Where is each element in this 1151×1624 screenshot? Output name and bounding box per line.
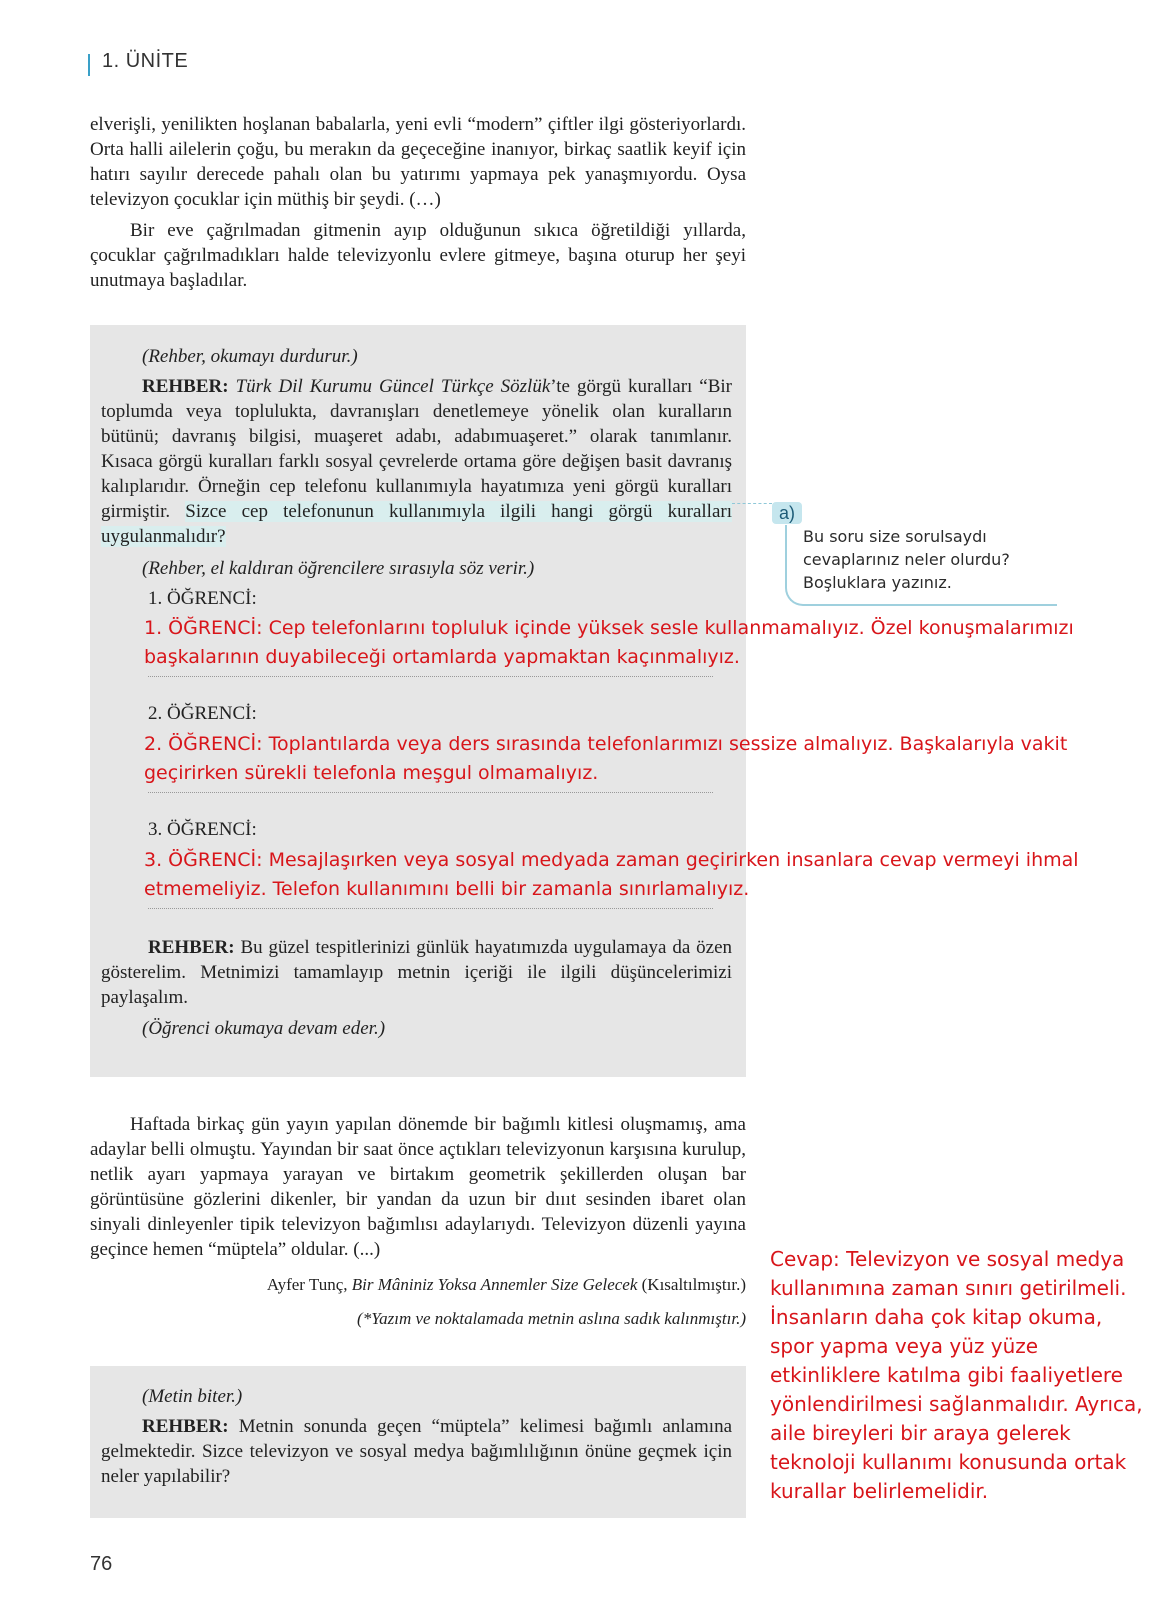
unit-title: 1. ÜNİTE xyxy=(102,50,189,72)
rehber-dialogue-3 xyxy=(101,1414,732,1489)
source-note: (Kısaltılmıştır.) xyxy=(641,1275,746,1294)
source-note-2: (*Yazım ve noktalamada metnin aslına sadık kalınmıştır.) xyxy=(357,1309,746,1328)
side-answer-text: Cevap: Televizyon ve sosyal medya kullanımına zaman sınırı getirilmeli. İnsanların daha çok kitap okuma, spor yapma veya yüz yüze etkinliklere katılma gibi faaliyetlere yönlendirilmesi sağlanmalıdır. Ayrıca, aile bireyleri bir araya gelerek teknoloji kullanımı konusunda ortak kurallar belirlemelidir. xyxy=(770,1247,1143,1503)
answer-line-1 xyxy=(148,676,713,677)
stage-direction-1: (Rehber, okumayı durdurur.) xyxy=(142,346,358,367)
student-3-label: 3. ÖĞRENCİ: xyxy=(148,819,257,840)
rehber-text-1: ’te görgü kuralları “Bir toplumda veya toplulukta, davranışları denetlemeye yönelik olan kuralların bütünü; davranış bilgisi, muaşeret adabı, adabımuaşeret.” olarak tanımlanır. Kısaca görgü kuralları farklı sosyal çevrelerde ortama göre değişen basit davranış kalıplarıdır. Örneğin cep telefonu kullanımıyla hayatımıza yeni görgü kuralları girmiştir. xyxy=(101,376,733,522)
intro-paragraph-2: Bir eve çağrılmadan gitmenin ayıp olduğunun sıkıca öğretildiği yıllarda, çocuklar çağrılmadıkları halde televizyonlu evlere gitmeye, başına oturup her şeyi unutmaya başladılar. xyxy=(90,220,746,291)
source-author: Ayfer Tunç, xyxy=(266,1275,348,1294)
source-title: Bir Mâniniz Yoksa Annemler Size Gelecek xyxy=(351,1275,638,1294)
unit-marker-bar xyxy=(88,54,90,76)
note-connector-line xyxy=(732,503,772,504)
answer-line-3 xyxy=(148,908,713,909)
side-note-text: Bu soru size sorulsaydı cevaplarınız neler olurdu? Boşluklara yazınız. xyxy=(803,527,1010,592)
stage-direction-4: (Metin biter.) xyxy=(142,1386,243,1407)
rehber-label: REHBER: xyxy=(142,376,229,397)
answer-line-2 xyxy=(148,792,713,793)
rehber-text-2: Bu güzel tespitlerinizi günlük hayatımızda uygulamaya da özen gösterelim. Metnimizi tamamlayıp metnin içeriği ile ilgili düşüncelerimizi paylaşalım. xyxy=(101,937,732,1008)
source-citation xyxy=(90,1275,746,1295)
student-2-label: 2. ÖĞRENCİ: xyxy=(148,703,257,724)
side-note-tag: a) xyxy=(772,502,802,524)
rehber-dialogue-2 xyxy=(101,935,732,1010)
dictionary-title: Türk Dil Kurumu Güncel Türkçe Sözlük xyxy=(235,376,551,397)
intro-paragraph-1: elverişli, yenilikten hoşlanan babalarla, yeni evli “modern” çiftler ilgi gösteriyorlardı. Orta halli ailelerin çoğu, bu merakın da geçeceğine inanıyor, birkaç saatlik keyif için hatırı sayılır derecede pahalı olan bu yatırımı yapmaya pek yanaşmıyordu. Oysa televizyon çocuklar için müthiş bir şeydi. (…) xyxy=(90,114,746,210)
student-2-answer: 2. ÖĞRENCİ: Toplantılarda veya ders sırasında telefonlarımızı sessize almalıyız. Başkalarıyla vakit geçirirken sürekli telefonla meşgul olmamalıyız. xyxy=(144,733,1068,784)
student-1-label: 1. ÖĞRENCİ: xyxy=(148,588,257,609)
page-number: 76 xyxy=(90,1553,113,1575)
stage-direction-2: (Rehber, el kaldıran öğrencilere sırasıyla söz verir.) xyxy=(142,558,535,579)
student-3-answer: 3. ÖĞRENCİ: Mesajlaşırken veya sosyal medyada zaman geçirirken insanlara cevap vermeyi ihmal etmemeliyiz. Telefon kullanımını belli bir zamanla sınırlamalıyız. xyxy=(144,849,1079,900)
rehber-dialogue-1 xyxy=(101,374,732,549)
rehber-text-3: Metnin sonunda geçen “müptela” kelimesi bağımlı anlamına gelmektedir. Sizce televizyon ve sosyal medya bağımlılığının önüne geçmek için neler yapılabilir? xyxy=(101,1416,733,1487)
rehber-label-2: REHBER: xyxy=(148,937,235,958)
question-highlight: Sizce cep telefonunun kullanımıyla ilgili hangi görgü kuralları uygulanmalıdır? xyxy=(101,501,733,547)
student-1-answer: 1. ÖĞRENCİ: Cep telefonlarını topluluk içinde yüksek sesle kullanmamalıyız. Özel konuşmalarımızı başkalarının duyabileceği ortamlarda yapmaktan kaçınmalıyız. xyxy=(144,617,1074,668)
text-paragraph-3: Haftada birkaç gün yayın yapılan dönemde bir bağımlı kitlesi oluşmamış, ama adaylar belli olmuştu. Yayından bir saat önce açtıkları televizyonun karşısına kurulup, netlik ayarı yapmaya yarayan ve birtakım geometrik şekillerden oluşan bar görüntüsüne gözlerini dikenler, bir yandan da uzun bir dıııt sesinden ibaret olan sinyali dinleyenler tipik televizyon bağımlısı adaylarıydı. Televizyon düzenli yayına geçince hemen “müptela” oldular. (...) xyxy=(90,1114,746,1260)
rehber-label-3: REHBER: xyxy=(142,1416,229,1437)
stage-direction-3: (Öğrenci okumaya devam eder.) xyxy=(142,1018,386,1039)
